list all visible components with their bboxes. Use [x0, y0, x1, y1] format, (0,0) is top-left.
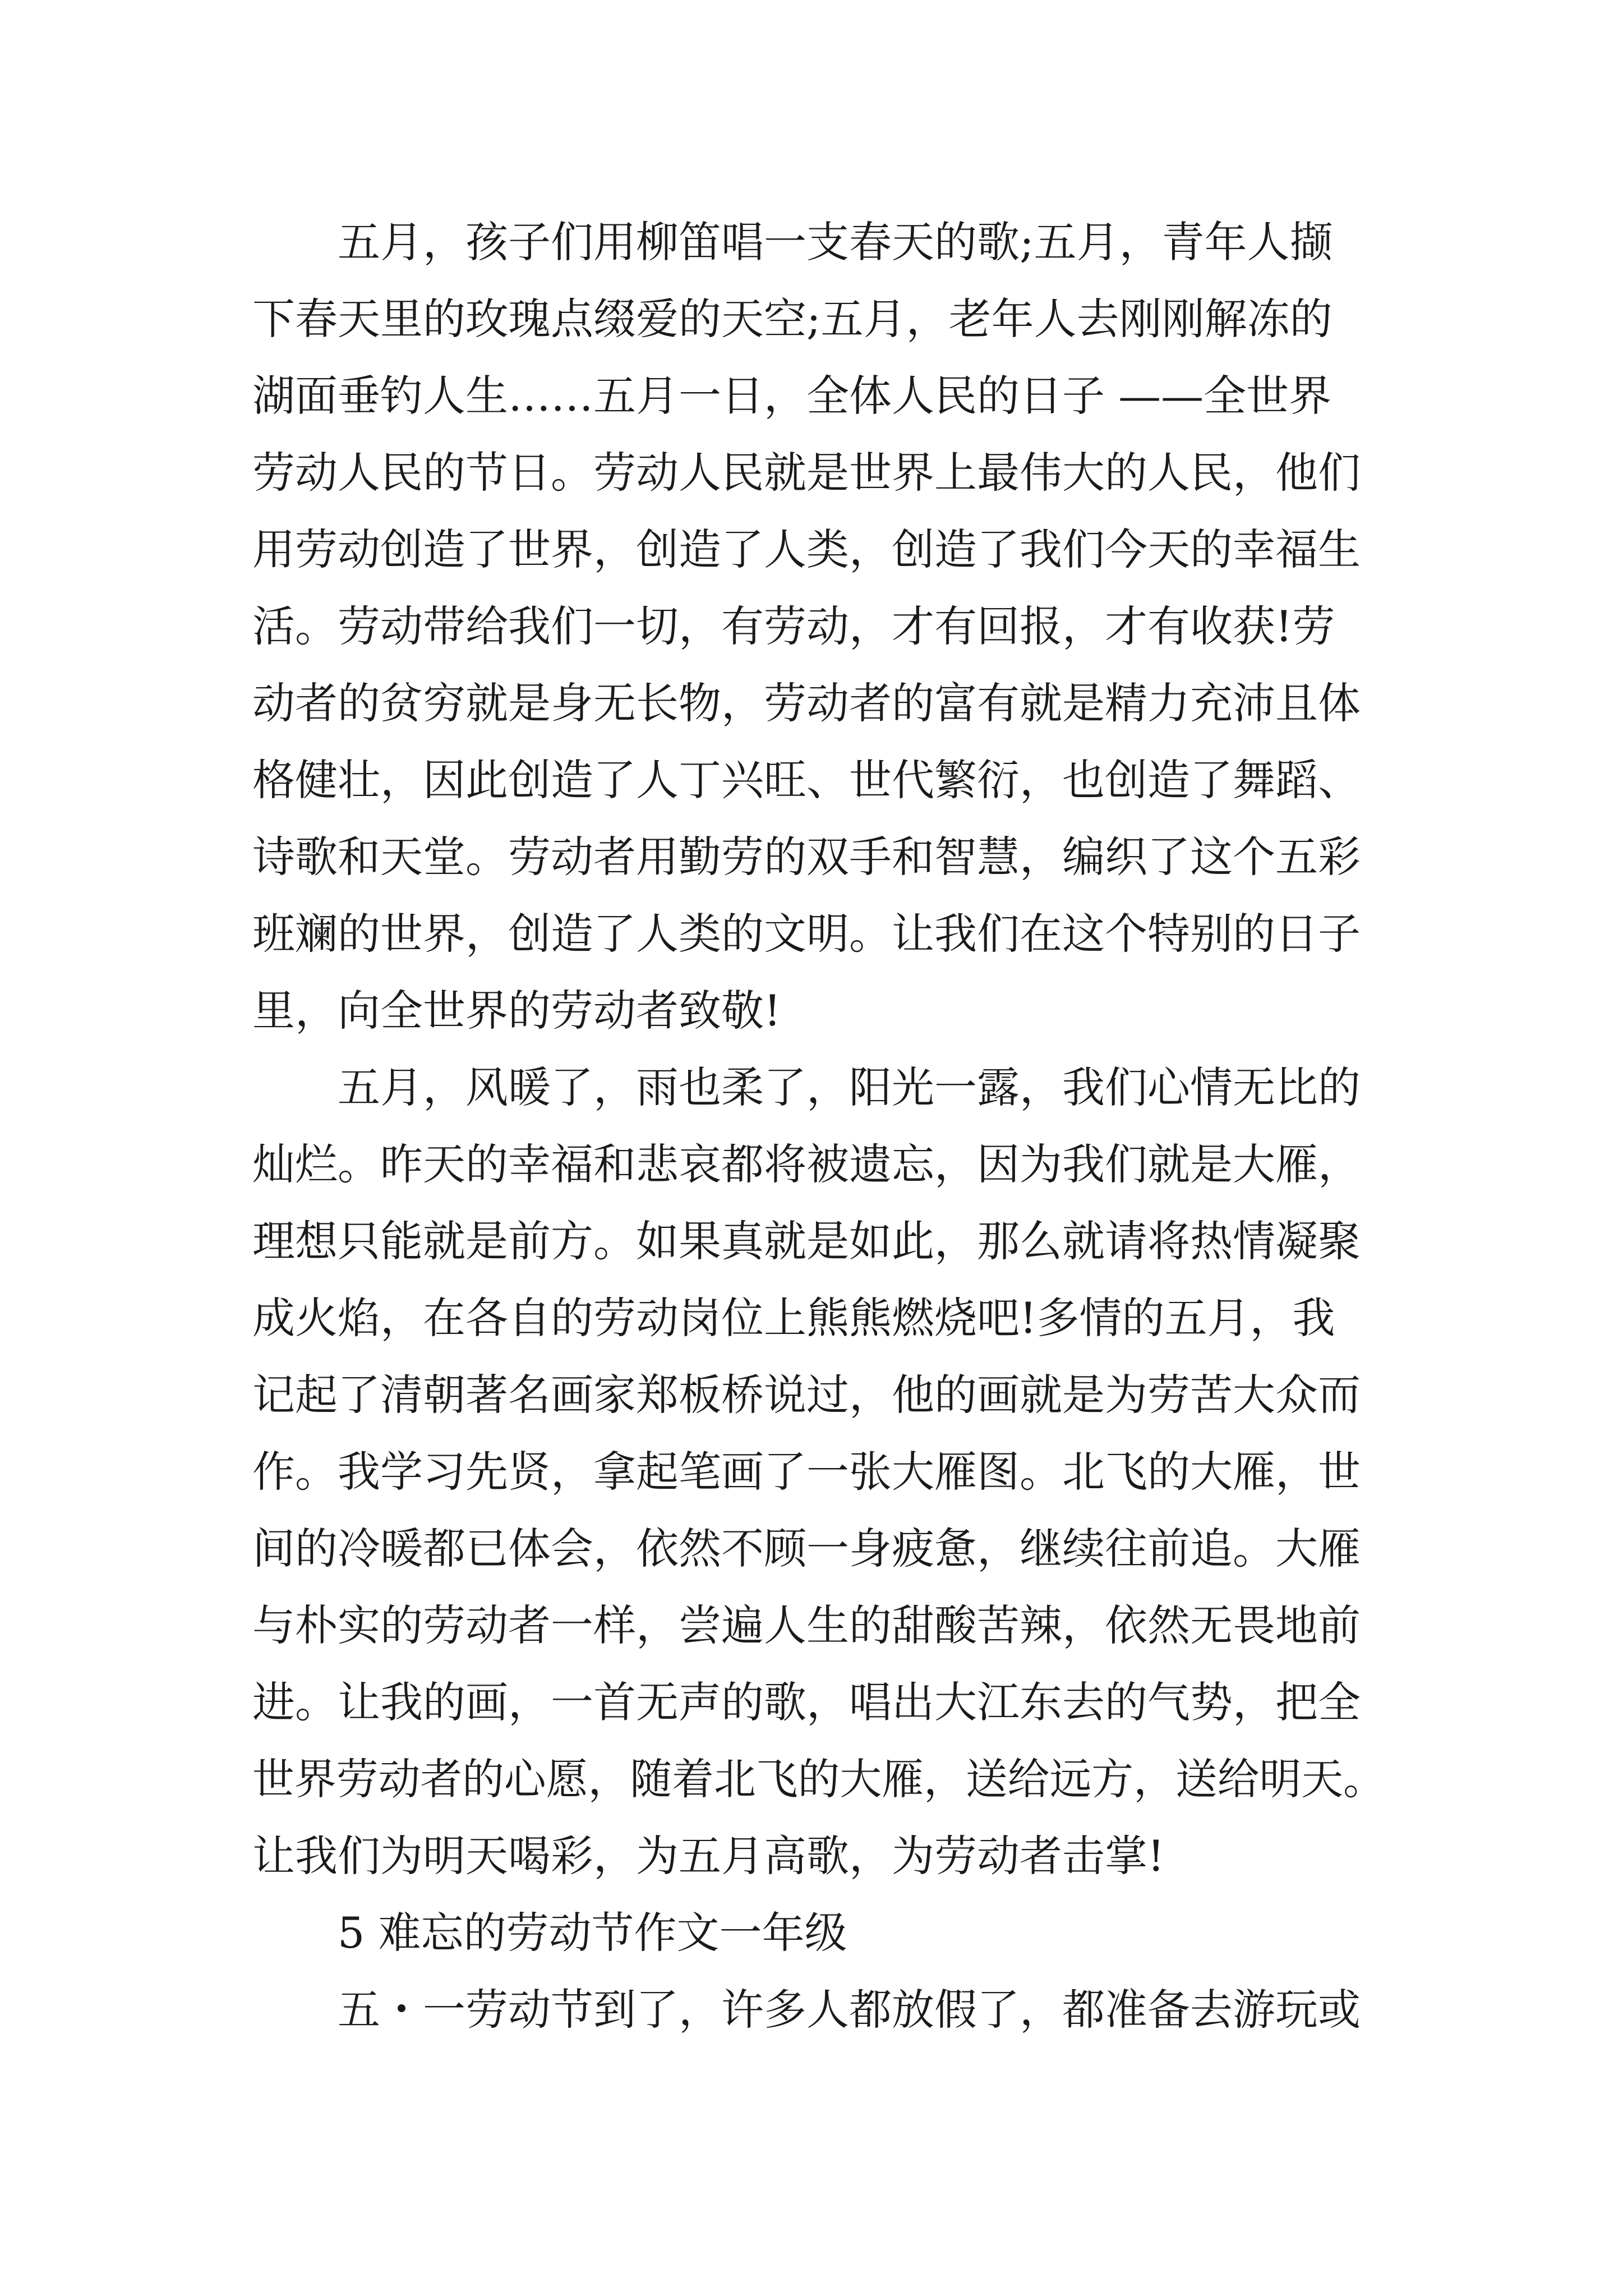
text-line: 里，向全世界的劳动者致敬!: [252, 986, 781, 1036]
text-line: 记起了清朝著名画家郑板桥说过，他的画就是为劳苦大众而: [252, 1370, 1361, 1420]
text-line: 五月，孩子们用柳笛唱一支春天的歌;五月，青年人撷: [252, 217, 1332, 267]
text-line: 用劳动创造了世界，创造了人类，创造了我们今天的幸福生: [252, 524, 1361, 574]
text-line: 灿烂。昨天的幸福和悲哀都将被遗忘，因为我们就是大雁，: [252, 1139, 1361, 1189]
text-line: 作。我学习先贤，拿起笔画了一张大雁图。北飞的大雁，世: [252, 1447, 1361, 1497]
text-line: 五月，风暖了，雨也柔了，阳光一露，我们心情无比的: [252, 1062, 1361, 1112]
text-line: 湖面垂钓人生……五月一日，全体人民的日子 ——全世界: [252, 371, 1332, 421]
text-line: 格健壮，因此创造了人丁兴旺、世代繁衍，也创造了舞蹈、: [252, 755, 1361, 805]
text-line: 活。劳动带给我们一切，有劳动，才有回报，才有收获!劳: [252, 601, 1335, 651]
text-line: 下春天里的玫瑰点缀爱的天空;五月，老年人去刚刚解冻的: [252, 294, 1332, 344]
text-line: 世界劳动者的心愿，随着北飞的大雁，送给远方，送给明天。: [252, 1754, 1385, 1804]
text-line: 动者的贫穷就是身无长物，劳动者的富有就是精力充沛且体: [252, 678, 1361, 728]
text-line: 与朴实的劳动者一样，尝遍人生的甜酸苦辣，依然无畏地前: [252, 1600, 1361, 1650]
text-line: 进。让我的画，一首无声的歌，唱出大江东去的气势，把全: [252, 1677, 1361, 1727]
text-line: 理想只能就是前方。如果真就是如此，那么就请将热情凝聚: [252, 1216, 1361, 1266]
text-line: 间的冷暖都已体会，依然不顾一身疲惫，继续往前追。大雁: [252, 1524, 1361, 1573]
text-line: 劳动人民的节日。劳动人民就是世界上最伟大的人民，他们: [252, 448, 1361, 498]
text-line: 让我们为明天喝彩，为五月高歌，为劳动者击掌!: [252, 1831, 1165, 1881]
text-line: 班斓的世界，创造了人类的文明。让我们在这个特别的日子: [252, 909, 1361, 959]
section-heading: 5 难忘的劳动节作文一年级: [252, 1908, 847, 1958]
text-line: 成火焰，在各自的劳动岗位上熊熊燃烧吧!多情的五月，我: [252, 1293, 1335, 1343]
text-line: 诗歌和天堂。劳动者用勤劳的双手和智慧，编织了这个五彩: [252, 832, 1361, 882]
text-line: 五・一劳动节到了，许多人都放假了，都准备去游玩或: [252, 1985, 1361, 2035]
